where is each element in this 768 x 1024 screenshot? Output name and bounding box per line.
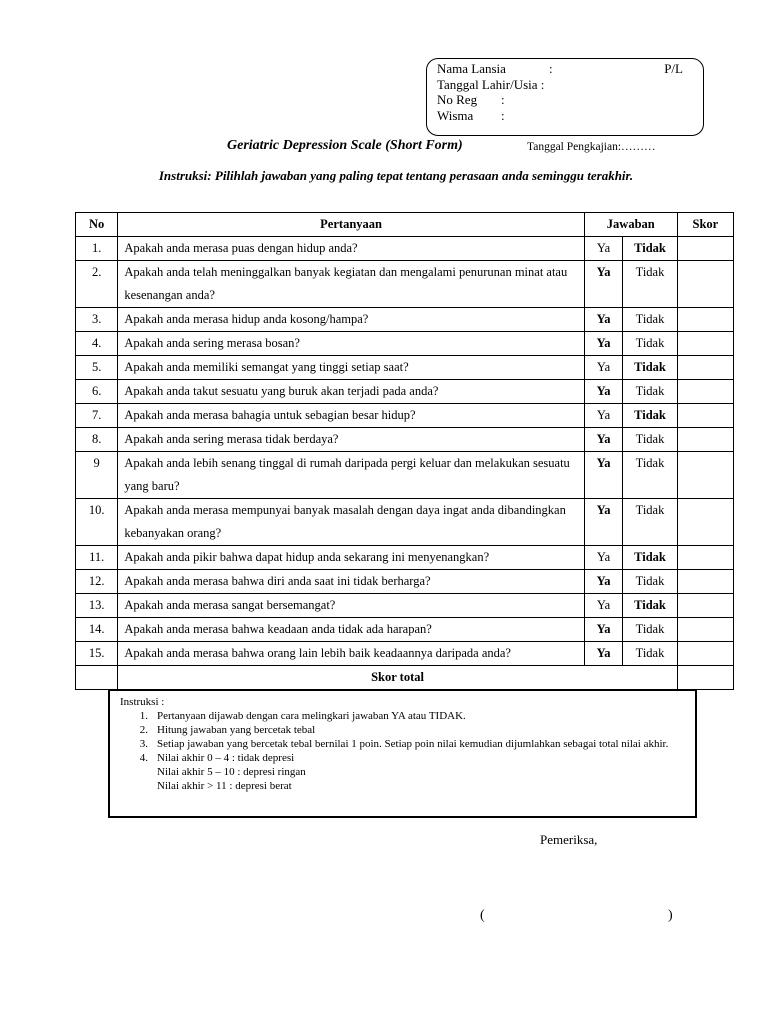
note-sub-2: Nilai akhir > 11 : depresi berat [157,780,292,792]
table-row [76,404,734,428]
row-question: Apakah anda merasa puas dengan hidup anda? [118,237,584,261]
signature-close-paren: ) [668,908,673,923]
ward-label: Wisma [437,107,474,123]
reg-colon: : [501,92,505,107]
table-row [76,594,734,618]
answer-ya[interactable]: Ya [584,618,622,642]
reg-row [437,92,693,108]
row-number: 6. [76,380,118,404]
assessment-date-label: Tanggal Pengkajian:……… [527,141,656,153]
answer-tidak[interactable]: Tidak [623,404,677,428]
header-no: No [76,213,118,237]
row-score-cell[interactable] [677,594,733,618]
answer-ya[interactable]: Ya [584,404,622,428]
answer-ya[interactable]: Ya [584,356,622,380]
table-row [76,237,734,261]
table-row [76,499,734,546]
row-question: Apakah anda pikir bahwa dapat hidup anda sekarang ini menyenangkan? [118,546,584,570]
row-score-cell[interactable] [677,404,733,428]
answer-ya[interactable]: Ya [584,570,622,594]
row-number: 15. [76,642,118,666]
answer-tidak[interactable]: Tidak [623,452,677,499]
signature-open-paren: ( [480,908,485,923]
table-body [76,237,734,666]
form-title: Geriatric Depression Scale (Short Form) [227,138,463,153]
answer-tidak[interactable]: Tidak [623,499,677,546]
table-header-row [76,213,734,237]
row-number: 10. [76,499,118,546]
row-question: Apakah anda sering merasa tidak berdaya? [118,428,584,452]
table-row [76,546,734,570]
answer-tidak[interactable]: Tidak [623,570,677,594]
row-score-cell[interactable] [677,332,733,356]
note-item [120,709,685,723]
answer-tidak[interactable]: Tidak [623,594,677,618]
note-item [120,723,685,737]
row-number: 9 [76,452,118,499]
row-question: Apakah anda telah meninggalkan banyak kegiatan dan mengalami penurunan minat atau kesenangan anda? [118,261,584,308]
row-number: 1. [76,237,118,261]
total-label: Skor total [118,666,677,690]
answer-ya[interactable]: Ya [584,642,622,666]
note-text: Hitung jawaban yang bercetak tebal [157,724,316,736]
row-number: 14. [76,618,118,642]
header-question: Pertanyaan [118,213,584,237]
row-question: Apakah anda takut sesuatu yang buruk akan terjadi pada anda? [118,380,584,404]
row-score-cell[interactable] [677,428,733,452]
row-score-cell[interactable] [677,380,733,404]
row-score-cell[interactable] [677,452,733,499]
table-row [76,452,734,499]
patient-name-colon: : [549,61,553,76]
dob-row [437,77,693,93]
row-number: 5. [76,356,118,380]
row-score-cell[interactable] [677,546,733,570]
scoring-instructions-box [108,689,697,818]
note-number: 3. [139,738,148,750]
row-question: Apakah anda merasa hidup anda kosong/hampa? [118,308,584,332]
note-sub-1: Nilai akhir 5 – 10 : depresi ringan [157,766,306,778]
row-score-cell[interactable] [677,237,733,261]
row-question: Apakah anda memiliki semangat yang tinggi setiap saat? [118,356,584,380]
total-score-cell[interactable] [677,666,733,690]
row-score-cell[interactable] [677,308,733,332]
row-question: Apakah anda lebih senang tinggal di rumah daripada pergi keluar dan melakukan sesuatu yang baru? [118,452,584,499]
answer-ya[interactable]: Ya [584,428,622,452]
total-empty-cell [76,666,118,690]
answer-tidak[interactable]: Tidak [623,237,677,261]
row-number: 11. [76,546,118,570]
row-number: 7. [76,404,118,428]
answer-tidak[interactable]: Tidak [623,618,677,642]
form-instruction: Instruksi: Pilihlah jawaban yang paling tepat tentang perasaan anda seminggu terakhir. [158,168,634,183]
table-row [76,380,734,404]
row-question: Apakah anda merasa bahagia untuk sebagian besar hidup? [118,404,584,428]
answer-tidak[interactable]: Tidak [623,308,677,332]
answer-ya[interactable]: Ya [584,332,622,356]
patient-name-row [437,61,693,77]
note-item [120,751,685,765]
table-row [76,428,734,452]
note-number: 1. [139,710,148,722]
answer-ya[interactable]: Ya [584,308,622,332]
note-text: Setiap jawaban yang bercetak tebal bernilai 1 poin. Setiap poin nilai kemudian dijumlahkan sebagai total nilai akhir. [157,738,669,750]
row-score-cell[interactable] [677,618,733,642]
table-row [76,356,734,380]
answer-tidak[interactable]: Tidak [623,546,677,570]
table-row [76,570,734,594]
answer-ya[interactable]: Ya [584,499,622,546]
row-score-cell[interactable] [677,261,733,308]
ward-row [437,108,693,124]
row-score-cell[interactable] [677,642,733,666]
answer-ya[interactable]: Ya [584,594,622,618]
row-question: Apakah anda merasa bahwa diri anda saat ini tidak berharga? [118,570,584,594]
examiner-label: Pemeriksa, [540,832,598,847]
row-question: Apakah anda merasa bahwa keadaan anda tidak ada harapan? [118,618,584,642]
header-score: Skor [677,213,733,237]
row-question: Apakah anda merasa mempunyai banyak masalah dengan daya ingat anda dibandingkan kebanyakan orang? [118,499,584,546]
dob-label: Tanggal Lahir/Usia : [437,76,545,92]
note-number: 2. [139,724,148,736]
notes-list [120,709,685,765]
row-number: 2. [76,261,118,308]
table-row [76,642,734,666]
table-row [76,332,734,356]
answer-tidak[interactable]: Tidak [623,356,677,380]
row-number: 4. [76,332,118,356]
note-number: 4. [139,752,148,764]
note-text: Pertanyaan dijawab dengan cara melingkari jawaban YA atau TIDAK. [157,710,466,722]
row-number: 3. [76,308,118,332]
note-item [120,737,685,751]
gds-table [75,212,734,690]
answer-tidak[interactable]: Tidak [623,642,677,666]
answer-tidak[interactable]: Tidak [623,261,677,308]
table-row [76,308,734,332]
patient-name-label: Nama Lansia [437,61,506,76]
table-row [76,618,734,642]
total-row [76,666,734,690]
row-score-cell[interactable] [677,356,733,380]
row-number: 13. [76,594,118,618]
answer-ya[interactable]: Ya [584,452,622,499]
answer-ya[interactable]: Ya [584,380,622,404]
header-answer: Jawaban [584,213,677,237]
answer-ya[interactable]: Ya [584,261,622,308]
reg-label: No Reg [437,92,478,107]
gender-label: P/L [664,61,683,76]
answer-ya[interactable]: Ya [584,546,622,570]
row-question: Apakah anda merasa sangat bersemangat? [118,594,584,618]
table-row [76,261,734,308]
row-score-cell[interactable] [677,570,733,594]
row-question: Apakah anda sering merasa bosan? [118,332,584,356]
answer-tidak[interactable]: Tidak [623,428,677,452]
ward-colon: : [501,107,505,123]
note-text: Nilai akhir 0 – 4 : tidak depresi [157,752,295,764]
patient-info-box [426,58,704,136]
row-score-cell[interactable] [677,499,733,546]
answer-ya[interactable]: Ya [584,237,622,261]
row-question: Apakah anda merasa bahwa orang lain lebih baik keadaannya daripada anda? [118,642,584,666]
notes-title: Instruksi : [120,696,165,708]
row-number: 8. [76,428,118,452]
answer-tidak[interactable]: Tidak [623,332,677,356]
answer-tidak[interactable]: Tidak [623,380,677,404]
row-number: 12. [76,570,118,594]
